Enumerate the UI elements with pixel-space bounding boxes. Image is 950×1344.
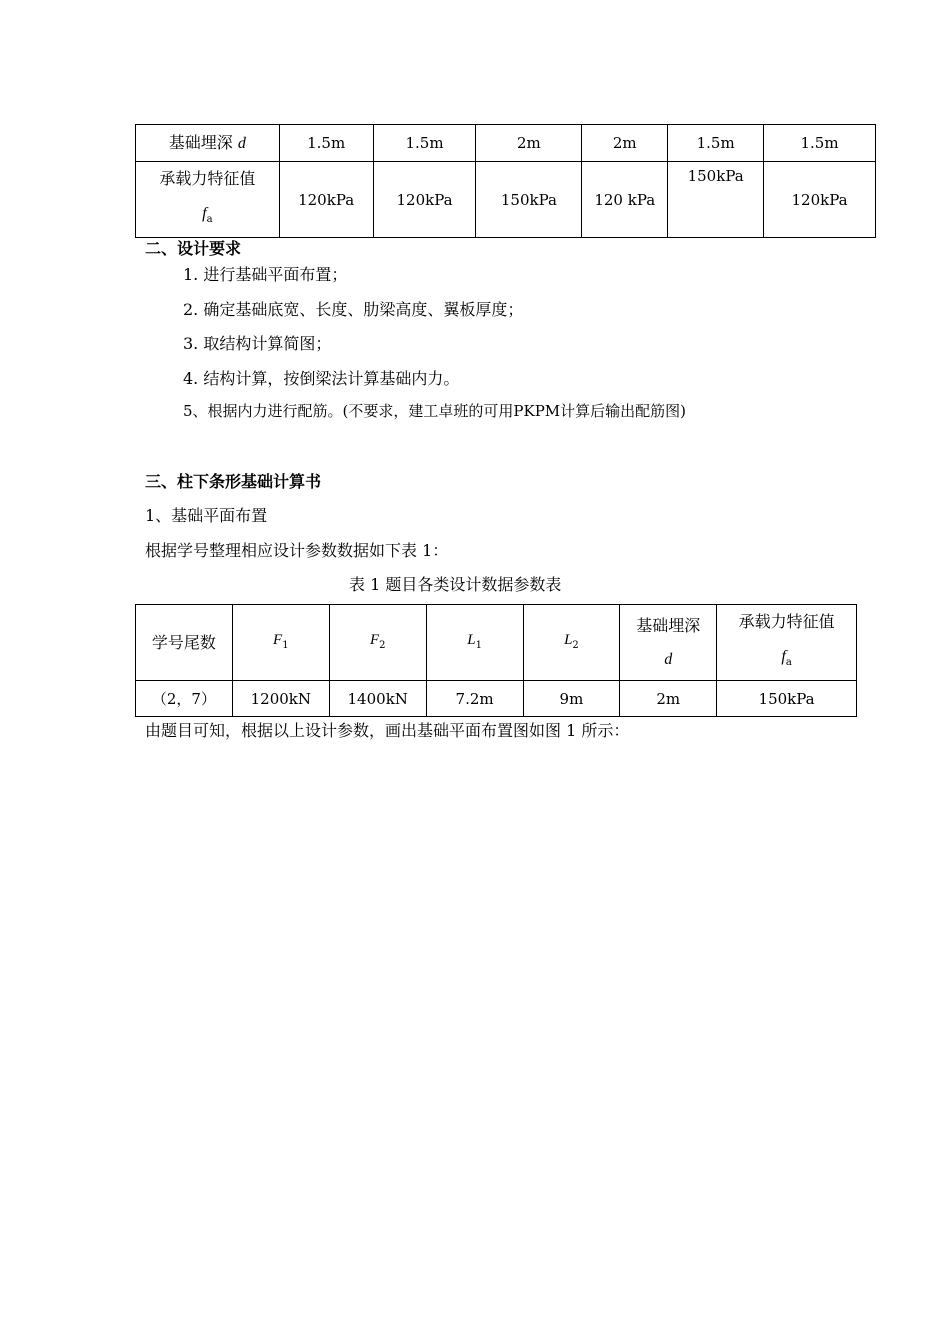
list-item: 5、根据内力进行配筋。(不要求，建工卓班的可用PKPM计算后输出配筋图) <box>183 402 687 420</box>
table-cell: 1.5m <box>764 125 876 162</box>
table-cell: 1400kN <box>329 681 426 717</box>
table-cell: 120kPa <box>764 162 876 238</box>
table-cell: 1200kN <box>232 681 329 717</box>
list-item: 2. 确定基础底宽、长度、肋梁高度、翼板厚度； <box>183 300 524 319</box>
table-cell: 150kPa <box>476 162 582 238</box>
list-item: 1. 进行基础平面布置； <box>183 265 348 284</box>
design-parameter-table <box>135 604 857 717</box>
table-cell: 2m <box>476 125 582 162</box>
top-parameter-table <box>135 124 876 238</box>
list-item: 4. 结构计算，按倒梁法计算基础内力。 <box>183 369 460 388</box>
table-cell: 120kPa <box>373 162 476 238</box>
table-row <box>136 125 876 162</box>
section-heading-design-requirements: 二、设计要求 <box>145 239 242 258</box>
subsection-heading: 1、基础平面布置 <box>145 506 268 525</box>
table-cell: 1.5m <box>373 125 476 162</box>
conclusion-paragraph: 由题目可知，根据以上设计参数，画出基础平面布置图如图 1 所示： <box>145 721 630 740</box>
section-heading-calculation: 三、柱下条形基础计算书 <box>145 472 322 491</box>
table-cell: 120 kPa <box>582 162 668 238</box>
table-cell: 150kPa <box>717 681 857 717</box>
table-cell: 2m <box>620 681 717 717</box>
header-f2: $F_2$ <box>329 605 426 681</box>
header-l2: $L_2$ <box>523 605 620 681</box>
table-cell: （2，7） <box>136 681 233 717</box>
list-item: 3. 取结构计算简图； <box>183 334 332 353</box>
intro-paragraph: 根据学号整理相应设计参数数据如下表 1： <box>145 541 449 560</box>
table-row <box>136 681 857 717</box>
table-cell: 1.5m <box>668 125 764 162</box>
table-caption: 表 1 题目各类设计数据参数表 <box>349 575 562 594</box>
table-cell: 9m <box>523 681 620 717</box>
table-cell: 2m <box>582 125 668 162</box>
header-student-number: 学号尾数 <box>136 605 233 681</box>
header-l1: $L_1$ <box>426 605 523 681</box>
header-depth: 基础埋深 d <box>620 605 717 681</box>
table-cell: 150kPa <box>668 162 764 238</box>
row-label-capacity: 承载力特征值 $f_a$ <box>136 162 280 238</box>
table-cell: 120kPa <box>279 162 373 238</box>
table-cell: 7.2m <box>426 681 523 717</box>
row-label-depth: 基础埋深 d <box>136 125 280 162</box>
header-f1: $F_1$ <box>232 605 329 681</box>
table-row <box>136 162 876 238</box>
table-cell: 1.5m <box>279 125 373 162</box>
table-header-row <box>136 605 857 681</box>
header-capacity: 承载力特征值 $f_a$ <box>717 605 857 681</box>
